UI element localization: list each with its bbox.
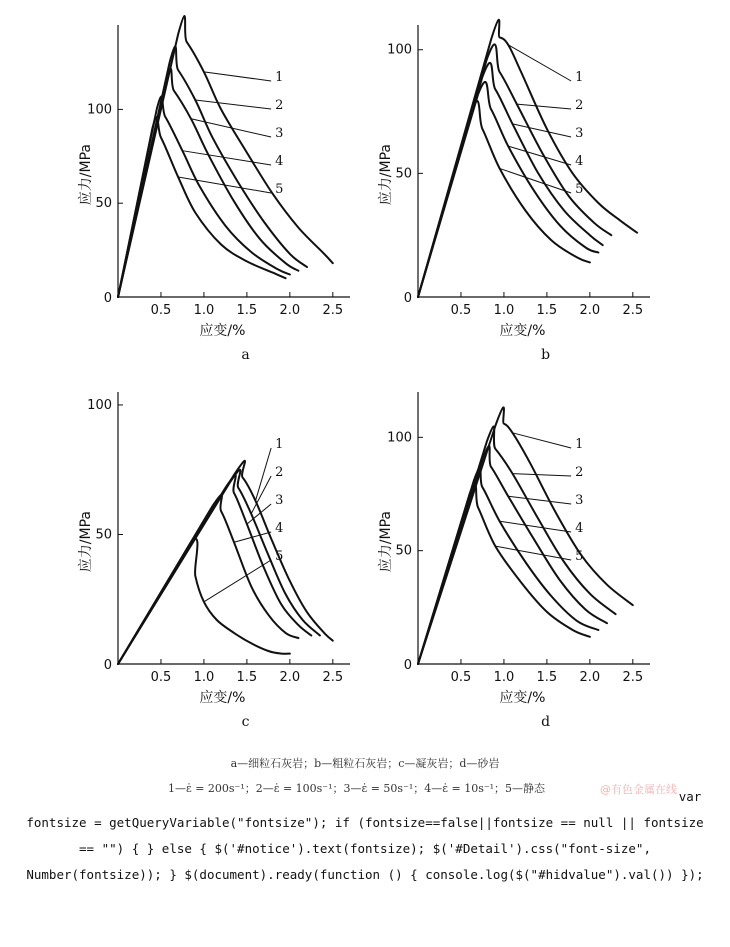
origin-label: 0 bbox=[103, 658, 112, 673]
leader-line bbox=[495, 546, 571, 560]
leader-line bbox=[513, 474, 572, 476]
chart-panel-d bbox=[370, 372, 670, 737]
y-axis-label: 应力/MPa bbox=[78, 143, 94, 206]
series-line-1 bbox=[418, 407, 633, 664]
x-tick-label: 1.5 bbox=[236, 303, 258, 318]
series-label-2: 2 bbox=[275, 98, 284, 113]
figure bbox=[60, 0, 680, 750]
page-script-text: var fontsize = getQueryVariable("fontsize"); if (fontsize==false||fontsize == null || fontsize == "") { } else { $('#notice').text(fontsize); $('#Detail').css("font-size", Number(fontsize)); } $(document).ready(function () { console.log($("#hidvalue").val()) }); bbox=[26, 789, 704, 882]
x-tick-label: 2.0 bbox=[279, 670, 301, 685]
series-line-5 bbox=[418, 101, 590, 297]
x-tick-label: 2.5 bbox=[622, 670, 644, 685]
leader-line bbox=[178, 177, 271, 193]
series-line-4 bbox=[118, 495, 298, 664]
chart-panel-a bbox=[70, 5, 370, 370]
series-label-2: 2 bbox=[575, 465, 584, 480]
series-label-5: 5 bbox=[575, 182, 584, 197]
leader-line bbox=[255, 448, 271, 501]
y-tick-label: 50 bbox=[95, 527, 112, 543]
y-tick-label: 100 bbox=[387, 430, 412, 446]
series-line-1 bbox=[118, 16, 333, 297]
figure-caption-strain-rates: 1—ε̇ = 200s⁻¹；2—ε̇ = 100s⁻¹；3—ε̇ = 50s⁻¹；4—ε̇ = 10s⁻¹；5—静态 bbox=[168, 782, 546, 795]
series-label-1: 1 bbox=[275, 437, 284, 452]
x-tick-label: 0.5 bbox=[150, 670, 172, 685]
x-tick-label: 2.0 bbox=[579, 303, 601, 318]
x-tick-label: 1.5 bbox=[236, 670, 258, 685]
x-tick-label: 1.0 bbox=[493, 303, 515, 318]
series-label-5: 5 bbox=[575, 549, 584, 564]
y-axis-label: 应力/MPa bbox=[378, 510, 394, 573]
origin-label: 0 bbox=[403, 658, 412, 673]
chart-svg-d bbox=[370, 372, 670, 737]
series-line-1 bbox=[418, 20, 637, 297]
x-tick-label: 1.0 bbox=[493, 670, 515, 685]
x-tick-label: 2.0 bbox=[279, 303, 301, 318]
series-line-4 bbox=[118, 96, 290, 297]
chart-svg-b bbox=[370, 5, 670, 370]
x-tick-label: 1.0 bbox=[193, 303, 215, 318]
x-tick-label: 2.5 bbox=[322, 670, 344, 685]
chart-panel-c bbox=[70, 372, 370, 737]
chart-panel-b bbox=[370, 5, 670, 370]
series-label-5: 5 bbox=[275, 549, 284, 564]
leader-line bbox=[195, 100, 271, 109]
y-tick-label: 50 bbox=[395, 543, 412, 559]
y-tick-label: 50 bbox=[95, 196, 112, 212]
panel-label: d bbox=[541, 714, 551, 730]
chart-svg-a bbox=[70, 5, 370, 370]
series-label-4: 4 bbox=[575, 521, 584, 536]
leader-line bbox=[517, 104, 571, 109]
y-axis-label: 应力/MPa bbox=[378, 143, 394, 206]
series-label-3: 3 bbox=[575, 493, 584, 508]
series-label-3: 3 bbox=[275, 493, 284, 508]
x-axis-label: 应变/% bbox=[199, 323, 246, 339]
x-tick-label: 2.5 bbox=[622, 303, 644, 318]
origin-label: 0 bbox=[103, 291, 112, 306]
leader-line bbox=[204, 560, 271, 602]
x-tick-label: 2.0 bbox=[579, 670, 601, 685]
series-label-1: 1 bbox=[275, 70, 284, 85]
y-tick-label: 100 bbox=[387, 42, 412, 58]
chart-svg-c bbox=[70, 372, 370, 737]
leader-line bbox=[513, 124, 572, 137]
panel-label: b bbox=[541, 347, 551, 363]
series-line-2 bbox=[418, 426, 616, 664]
x-axis-label: 应变/% bbox=[499, 690, 546, 706]
series-line-5 bbox=[418, 484, 590, 664]
x-tick-label: 0.5 bbox=[450, 670, 472, 685]
x-tick-label: 0.5 bbox=[150, 303, 172, 318]
x-tick-label: 1.5 bbox=[536, 670, 558, 685]
x-tick-label: 1.5 bbox=[536, 303, 558, 318]
y-axis-label: 应力/MPa bbox=[78, 510, 94, 573]
leader-line bbox=[204, 72, 271, 81]
series-label-4: 4 bbox=[275, 521, 284, 536]
leader-line bbox=[508, 496, 571, 504]
x-axis-label: 应变/% bbox=[199, 690, 246, 706]
series-label-3: 3 bbox=[275, 126, 284, 141]
series-label-1: 1 bbox=[575, 70, 584, 85]
watermark: @有色金属在线 bbox=[600, 783, 677, 796]
series-line-5 bbox=[118, 117, 286, 297]
origin-label: 0 bbox=[403, 291, 412, 306]
panel-label: a bbox=[241, 347, 250, 363]
x-tick-label: 2.5 bbox=[322, 303, 344, 318]
y-tick-label: 50 bbox=[395, 166, 412, 182]
x-tick-label: 0.5 bbox=[450, 303, 472, 318]
series-label-2: 2 bbox=[575, 98, 584, 113]
series-label-5: 5 bbox=[275, 182, 284, 197]
y-tick-label: 100 bbox=[87, 397, 112, 413]
x-tick-label: 1.0 bbox=[193, 670, 215, 685]
figure-caption-rock-types: a—细粒石灰岩；b—粗粒石灰岩；c—凝灰岩；d—砂岩 bbox=[230, 757, 500, 770]
series-label-4: 4 bbox=[275, 154, 284, 169]
series-label-4: 4 bbox=[575, 154, 584, 169]
y-tick-label: 100 bbox=[87, 102, 112, 118]
x-axis-label: 应变/% bbox=[499, 323, 546, 339]
leader-line bbox=[191, 119, 271, 137]
series-label-2: 2 bbox=[275, 465, 284, 480]
panel-label: c bbox=[241, 714, 250, 730]
series-label-3: 3 bbox=[575, 126, 584, 141]
series-label-1: 1 bbox=[575, 437, 584, 452]
